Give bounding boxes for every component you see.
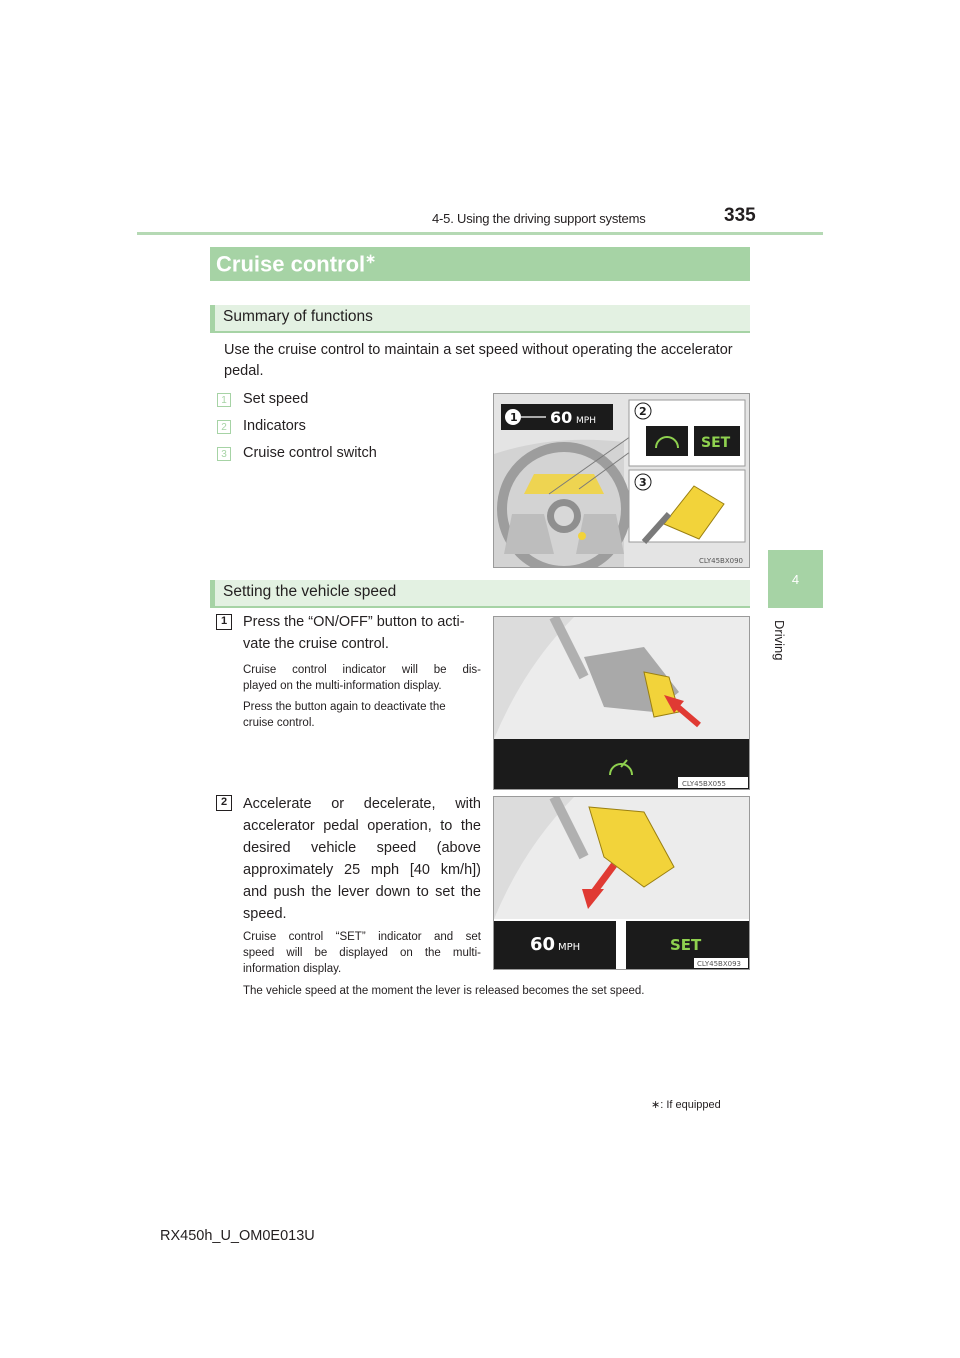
set-indicator: SET	[701, 435, 731, 451]
equipped-marker: ∗	[365, 251, 377, 266]
manual-code: RX450h_U_OM0E013U	[160, 1228, 315, 1244]
header-rule	[137, 232, 823, 235]
step2-note1: Cruise control “SET” indicator and set speed will be displayed on the multi- information display.	[243, 931, 481, 975]
figure-code: CLY45BX090	[699, 557, 743, 565]
footnote: ∗: If equipped	[651, 1099, 721, 1111]
chapter-tab	[768, 550, 823, 608]
step-number: 1	[216, 614, 232, 630]
title-bar	[210, 247, 750, 281]
item-number: 1	[217, 393, 231, 407]
summary-heading-bar	[210, 305, 750, 331]
cockpit-illustration	[494, 394, 749, 567]
set-speed-illustration	[494, 797, 749, 969]
setting-heading-bar	[210, 580, 750, 606]
item-cruise-switch: Cruise control switch	[243, 445, 377, 461]
speed-value: 60	[550, 408, 573, 427]
summary-intro-line2: pedal.	[224, 363, 264, 379]
step1-line1: Press the “ON/OFF” button to acti-	[243, 614, 465, 630]
chapter-label: Driving	[772, 620, 787, 661]
page-number: 335	[724, 205, 756, 226]
step2-note2: The vehicle speed at the moment the lever is released becomes the set speed.	[243, 985, 645, 997]
set-speed-figure	[493, 796, 750, 970]
callout-2: 2	[639, 405, 647, 418]
summary-intro-line1: Use the cruise control to maintain a set speed without operating the accelerator	[224, 342, 733, 358]
item-number: 2	[217, 420, 231, 434]
onoff-figure	[493, 616, 750, 790]
item-indicators: Indicators	[243, 418, 306, 434]
item-number: 3	[217, 447, 231, 461]
callout-3: 3	[639, 476, 647, 489]
footnote-marker: ∗	[651, 1099, 661, 1111]
set-speed-value: 60	[530, 934, 556, 955]
set-speed-unit: MPH	[558, 942, 581, 953]
summary-heading: Summary of functions	[223, 308, 373, 325]
page-title: Cruise control∗	[216, 251, 377, 277]
section-title: 4-5. Using the driving support systems	[432, 211, 646, 226]
item-set-speed: Set speed	[243, 391, 309, 407]
chapter-number: 4	[791, 571, 800, 587]
speed-unit: MPH	[576, 416, 596, 426]
step1-note1: Cruise control indicator will be dis- played on the multi-information display.	[243, 664, 481, 692]
setting-heading: Setting the vehicle speed	[223, 583, 397, 600]
callout-1: 1	[510, 411, 518, 424]
figure-code: CLY45BX055	[682, 780, 726, 788]
step1-line2: vate the cruise control.	[243, 636, 389, 652]
cockpit-figure	[493, 393, 750, 568]
step2-text: Accelerate or decelerate, with accelerator pedal operation, to the desired vehicle speed (above approximately 25 mph [40 km/h]) and push the lever down to set the speed.	[243, 796, 481, 922]
step-number: 2	[216, 795, 232, 811]
onoff-illustration	[494, 617, 749, 789]
set-indicator: SET	[670, 936, 702, 954]
figure-code: CLY45BX093	[697, 960, 741, 968]
step1-note2: Press the button again to deactivate the cruise control.	[243, 701, 446, 729]
